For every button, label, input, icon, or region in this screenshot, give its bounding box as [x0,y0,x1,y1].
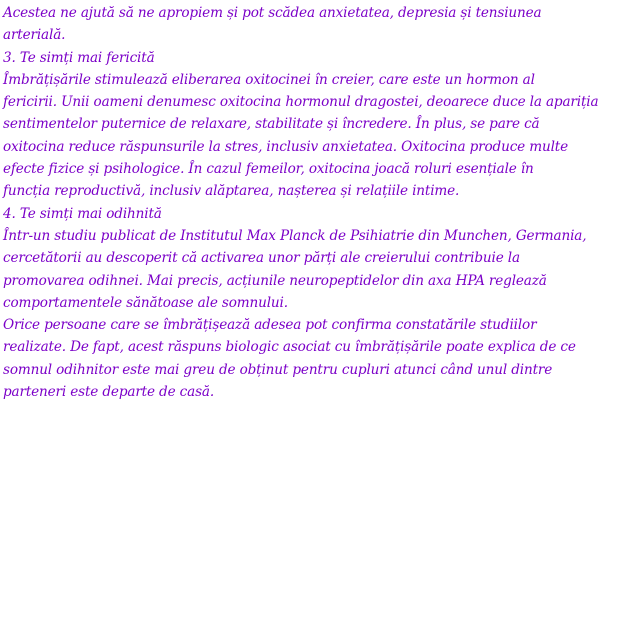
text-line: Îmbrățișările stimulează eliberarea oxitocinei în creier, care este un hormon al [3,71,535,88]
text-line: Acestea ne ajută să ne apropiem și pot scădea anxietatea, depresia și tensiunea [3,5,542,21]
text-line: funcția reproductivă, inclusiv alăptarea, nașterea și relațiile intime. [3,183,460,200]
text-line: cercetătorii au descoperit că activarea unor părți ale creierului contribuie la [3,250,520,267]
text-line: oxitocina reduce răspunsurile la stres, inclusiv anxietatea. Oxitocina produce multe [3,138,568,155]
text-line: comportamentele sănătoase ale somnului. [3,294,288,311]
section-heading: 4. Te simți mai odihnită [3,205,162,222]
text-line: arterială. [3,27,66,44]
text-line: somnul odihnitor este mai greu de obținut pentru cupluri atunci când unul dintre [3,361,553,378]
text-line: sentimentelor puternice de relaxare, stabilitate și încredere. În plus, se pare că [3,116,540,133]
text-line: efecte fizice și psihologice. În cazul femeilor, oxitocina joacă roluri esențiale în [3,161,534,178]
text-line: promovarea odihnei. Mai precis, acțiunile neuropeptidelor din axa HPA reglează [3,272,547,289]
text-line: Într-un studiu publicat de Institutul Max Planck de Psihiatrie din Munchen, Germania, [3,227,587,244]
section-heading: 3. Te simți mai fericită [3,49,155,66]
text-line: realizate. De fapt, acest răspuns biologic asociat cu îmbrățișările poate explica de ce [3,339,576,356]
text-line: Orice persoane care se îmbrățișează adesea pot confirma constatările studiilor [3,317,537,334]
text-line: fericirii. Unii oameni denumesc oxitocina hormonul dragostei, deoarece duce la apariția [3,94,599,111]
text-line: parteneri este departe de casă. [3,384,215,401]
article-text [3,2,619,403]
